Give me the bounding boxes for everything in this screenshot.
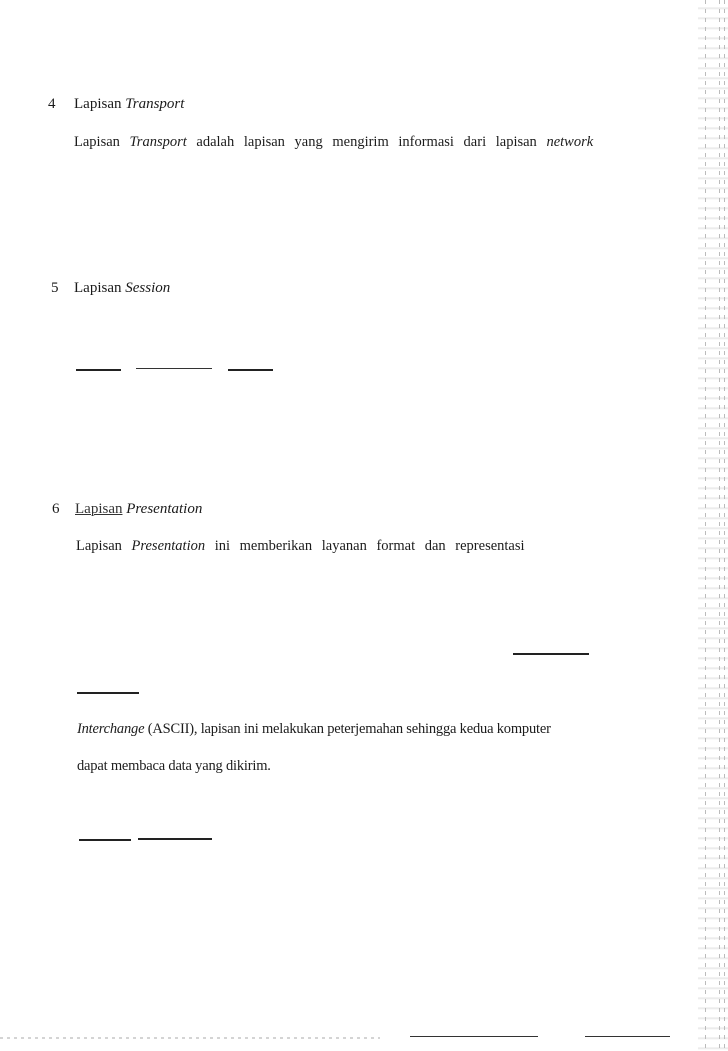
- section-6-heading: [52, 501, 202, 518]
- scan-edge-line: [724, 0, 725, 1051]
- footer-line: [585, 1036, 670, 1037]
- section-title-plain: Lapisan: [75, 501, 123, 517]
- section-6-paragraph: [76, 538, 525, 555]
- section-title-italic: Transport: [125, 96, 185, 112]
- section-6-continuation-line-2: dapat membaca data yang dikirim.: [77, 758, 271, 774]
- redaction-line: [136, 368, 212, 369]
- section-number: 6: [52, 501, 60, 517]
- section-4-paragraph: [74, 134, 593, 151]
- text-run: Lapisan: [76, 538, 132, 554]
- footer-line: [410, 1036, 538, 1037]
- text-run: adalah lapisan yang mengirim informasi dari lapisan: [186, 134, 547, 150]
- redaction-line: [76, 369, 121, 371]
- section-number: 5: [51, 280, 59, 296]
- text-run-italic: Transport: [129, 134, 187, 150]
- section-5-heading: [51, 280, 170, 297]
- section-number: 4: [48, 96, 56, 112]
- text-run-italic: Presentation: [131, 538, 206, 554]
- scan-artifact: [0, 1037, 380, 1039]
- section-title-plain: Lapisan: [74, 96, 126, 112]
- section-6-continuation-line-1: [77, 721, 551, 738]
- section-title-italic: Session: [125, 280, 171, 296]
- scan-edge-line: [719, 0, 720, 1051]
- text-run: (ASCII), lapisan ini melakukan peterjemahan sehingga kedua komputer: [144, 721, 551, 737]
- redaction-line: [228, 369, 273, 371]
- text-run-italic: Interchange: [77, 721, 145, 737]
- redaction-line: [138, 838, 212, 840]
- redaction-line: [513, 653, 589, 655]
- text-run: Lapisan: [74, 134, 130, 150]
- section-4-heading: [48, 96, 184, 113]
- section-title-italic: Presentation: [126, 501, 203, 517]
- redaction-line: [79, 839, 131, 841]
- text-run: ini memberikan layanan format dan representasi: [205, 538, 525, 554]
- text-run-italic: network: [546, 134, 594, 150]
- redaction-line: [77, 692, 139, 694]
- scan-edge-line: [705, 0, 706, 1051]
- section-title-plain: Lapisan: [74, 280, 126, 296]
